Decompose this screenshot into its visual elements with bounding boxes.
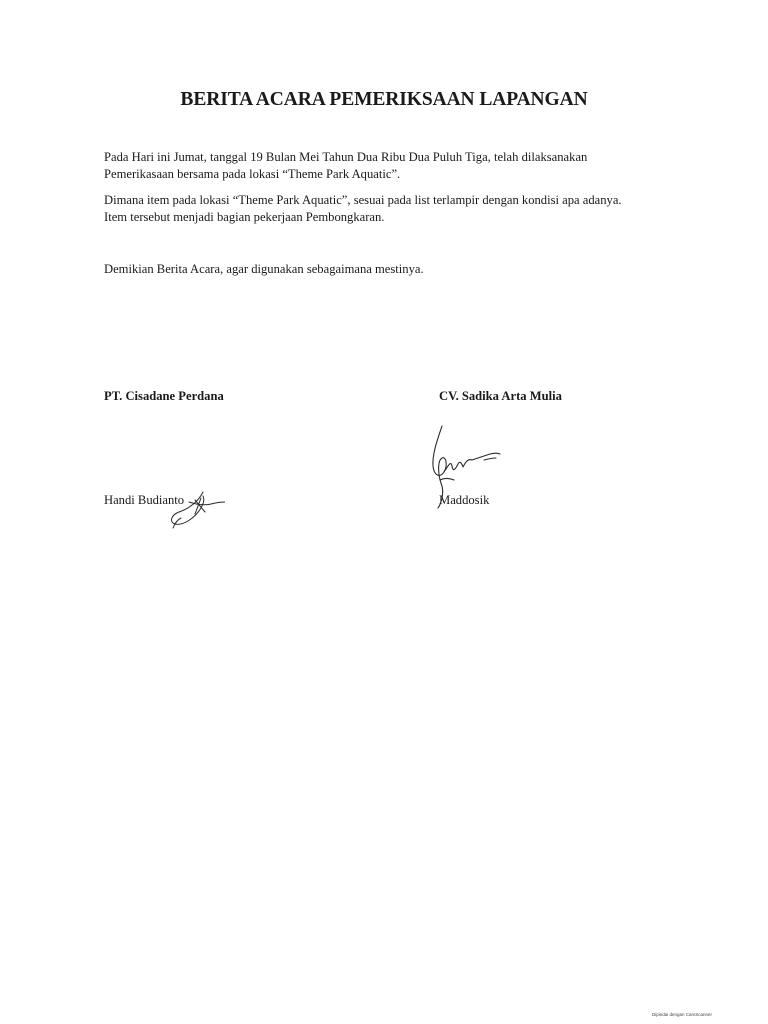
document-title: BERITA ACARA PEMERIKSAAN LAPANGAN bbox=[180, 89, 588, 110]
opening-paragraph-line-2: Pemerikasaan bersama pada lokasi “Theme Park Aquatic”. bbox=[104, 167, 401, 181]
item-paragraph-line-2: Item tersebut menjadi bagian pekerjaan Pembongkaran. bbox=[104, 210, 385, 224]
scanner-watermark: Dipindai dengan CamScanner bbox=[651, 1012, 712, 1017]
opening-paragraph bbox=[104, 149, 664, 183]
item-paragraph-line-1: Dimana item pada lokasi “Theme Park Aquatic”, sesuai pada list terlampir dengan kondisi apa adanya. bbox=[104, 193, 622, 207]
right-company-name: CV. Sadika Arta Mulia bbox=[439, 389, 562, 403]
right-signer-name: Maddosik bbox=[439, 493, 490, 507]
closing-paragraph: Demikian Berita Acara, agar digunakan sebagaimana mestinya. bbox=[104, 262, 424, 276]
item-paragraph bbox=[104, 192, 664, 226]
left-signer-name: Handi Budianto bbox=[104, 493, 185, 507]
opening-paragraph-line-1: Pada Hari ini Jumat, tanggal 19 Bulan Mei Tahun Dua Ribu Dua Puluh Tiga, telah dilaksanakan bbox=[104, 150, 588, 164]
left-company-name: PT. Cisadane Perdana bbox=[104, 389, 224, 403]
